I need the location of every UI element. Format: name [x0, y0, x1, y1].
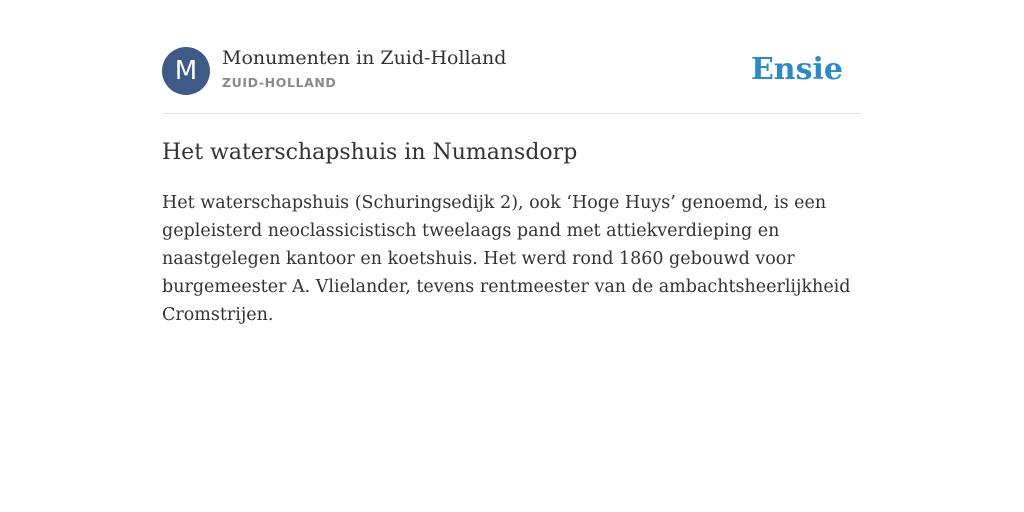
entry-title: Het waterschapshuis in Numansdorp	[162, 140, 578, 165]
brand-logo[interactable]: Ensie	[750, 52, 843, 87]
source-subtitle[interactable]: ZUID-HOLLAND	[222, 75, 337, 90]
entry-body: Het waterschapshuis (Schuringsedijk 2), ook ‘Hoge Huys’ genoemd, is een gepleisterd neoclassicistisch tweelaags pand met attiekverdieping en naastgelegen kantoor en koetshuis. Het werd rond 1860 gebouwd voor burgemeester A. Vlielander, tevens rentmeester van de ambachtsheerlijkheid Cromstrijen.	[162, 193, 851, 325]
source-title[interactable]: Monumenten in Zuid-Holland	[222, 47, 507, 69]
entry-card	[162, 46, 862, 329]
card-header	[162, 46, 862, 114]
source-avatar[interactable]: M	[162, 47, 210, 95]
